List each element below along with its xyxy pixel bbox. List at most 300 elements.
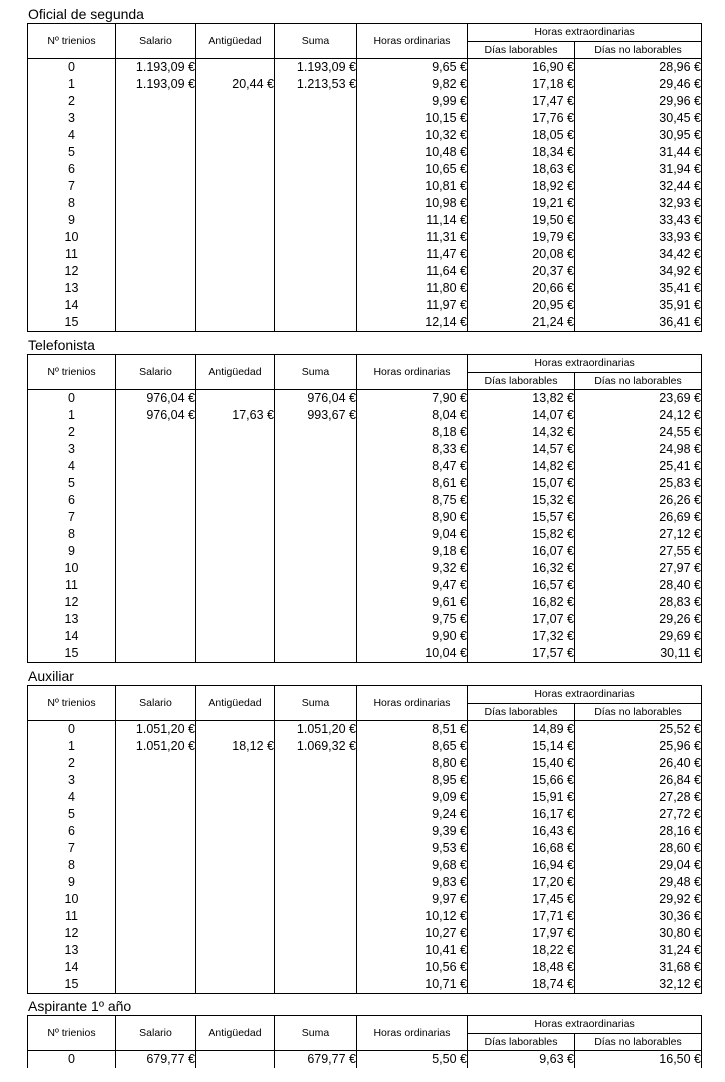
table-row: [28, 509, 702, 526]
trienios-cell: 10: [28, 229, 116, 246]
section-title: Aspirante 1º año: [28, 998, 132, 1014]
trienios-cell: 1: [28, 407, 116, 424]
dias-laborables-cell: 14,32 €: [468, 424, 575, 441]
antiguedad-cell: [196, 560, 275, 577]
dias-laborables-cell: 16,43 €: [468, 823, 575, 840]
salary-table: [27, 685, 702, 994]
suma-cell: 1.051,20 €: [275, 721, 357, 739]
table-row: [28, 857, 702, 874]
suma-cell: [275, 874, 357, 891]
trienios-cell: 9: [28, 543, 116, 560]
horas-ordinarias-cell: 9,39 €: [357, 823, 468, 840]
suma-cell: [275, 178, 357, 195]
dias-laborables-cell: 15,40 €: [468, 755, 575, 772]
table-row: [28, 195, 702, 212]
dias-laborables-cell: 17,47 €: [468, 93, 575, 110]
table-row: [28, 76, 702, 93]
trienios-cell: 8: [28, 526, 116, 543]
dias-laborables-cell: 20,95 €: [468, 297, 575, 314]
trienios-cell: 11: [28, 908, 116, 925]
dias-no-laborables-cell: 26,26 €: [575, 492, 702, 509]
dias-laborables-cell: 21,24 €: [468, 314, 575, 332]
table-row: [28, 161, 702, 178]
trienios-header: Nº trienios: [28, 355, 116, 390]
horas-ordinarias-cell: 10,04 €: [357, 645, 468, 663]
suma-cell: [275, 441, 357, 458]
suma-cell: [275, 628, 357, 645]
dias-laborables-header: Días laborables: [468, 42, 575, 59]
salario-cell: [116, 772, 196, 789]
dias-laborables-cell: 17,18 €: [468, 76, 575, 93]
antiguedad-cell: [196, 144, 275, 161]
suma-cell: [275, 458, 357, 475]
dias-no-laborables-header: Días no laborables: [575, 42, 702, 59]
dias-no-laborables-cell: 27,72 €: [575, 806, 702, 823]
dias-no-laborables-cell: 27,12 €: [575, 526, 702, 543]
trienios-cell: 10: [28, 560, 116, 577]
horas-ordinarias-cell: 8,51 €: [357, 721, 468, 739]
table-row: [28, 823, 702, 840]
antiguedad-cell: [196, 390, 275, 408]
dias-no-laborables-cell: 34,92 €: [575, 263, 702, 280]
table-row: [28, 806, 702, 823]
dias-no-laborables-cell: 29,26 €: [575, 611, 702, 628]
suma-cell: [275, 806, 357, 823]
trienios-cell: 2: [28, 93, 116, 110]
suma-cell: 679,77 €: [275, 1051, 357, 1069]
horas-ordinarias-cell: 8,33 €: [357, 441, 468, 458]
horas-ordinarias-cell: 10,98 €: [357, 195, 468, 212]
dias-no-laborables-header: Días no laborables: [575, 1034, 702, 1051]
table-row: [28, 874, 702, 891]
dias-no-laborables-cell: 26,40 €: [575, 755, 702, 772]
antiguedad-cell: [196, 721, 275, 739]
horas-ordinarias-cell: 5,50 €: [357, 1051, 468, 1069]
horas-ordinarias-cell: 10,65 €: [357, 161, 468, 178]
suma-cell: [275, 823, 357, 840]
trienios-cell: 1: [28, 738, 116, 755]
suma-cell: [275, 857, 357, 874]
salario-header: Salario: [116, 24, 196, 59]
salario-cell: [116, 441, 196, 458]
suma-cell: 993,67 €: [275, 407, 357, 424]
dias-laborables-cell: 15,91 €: [468, 789, 575, 806]
horas-ordinarias-cell: 10,32 €: [357, 127, 468, 144]
dias-laborables-cell: 14,82 €: [468, 458, 575, 475]
antiguedad-header: Antigüedad: [196, 1016, 275, 1051]
antiguedad-cell: [196, 441, 275, 458]
trienios-header: Nº trienios: [28, 24, 116, 59]
trienios-cell: 5: [28, 144, 116, 161]
trienios-cell: 1: [28, 76, 116, 93]
dias-laborables-cell: 20,37 €: [468, 263, 575, 280]
suma-cell: [275, 755, 357, 772]
antiguedad-cell: [196, 755, 275, 772]
salario-cell: [116, 178, 196, 195]
dias-no-laborables-cell: 33,93 €: [575, 229, 702, 246]
horas-ordinarias-header: Horas ordinarias: [357, 355, 468, 390]
suma-cell: [275, 212, 357, 229]
table-row: [28, 441, 702, 458]
antiguedad-cell: [196, 976, 275, 994]
dias-no-laborables-cell: 28,96 €: [575, 59, 702, 77]
salario-cell: [116, 857, 196, 874]
dias-no-laborables-cell: 24,98 €: [575, 441, 702, 458]
horas-ordinarias-cell: 9,75 €: [357, 611, 468, 628]
horas-ordinarias-cell: 10,81 €: [357, 178, 468, 195]
salario-cell: [116, 543, 196, 560]
dias-no-laborables-cell: 36,41 €: [575, 314, 702, 332]
table-row: [28, 297, 702, 314]
antiguedad-cell: [196, 509, 275, 526]
salario-cell: [116, 110, 196, 127]
table-row: [28, 212, 702, 229]
salario-cell: [116, 93, 196, 110]
table-row: [28, 314, 702, 332]
trienios-cell: 13: [28, 280, 116, 297]
trienios-cell: 2: [28, 424, 116, 441]
dias-no-laborables-cell: 32,93 €: [575, 195, 702, 212]
dias-no-laborables-cell: 25,96 €: [575, 738, 702, 755]
suma-cell: [275, 246, 357, 263]
suma-cell: [275, 942, 357, 959]
table-row: [28, 263, 702, 280]
table-row: [28, 475, 702, 492]
antiguedad-cell: [196, 246, 275, 263]
suma-cell: 1.213,53 €: [275, 76, 357, 93]
salario-cell: [116, 280, 196, 297]
dias-no-laborables-header: Días no laborables: [575, 704, 702, 721]
table-row: [28, 789, 702, 806]
table-row: [28, 755, 702, 772]
table-row: [28, 925, 702, 942]
horas-ordinarias-cell: 8,65 €: [357, 738, 468, 755]
dias-laborables-cell: 15,32 €: [468, 492, 575, 509]
dias-no-laborables-cell: 28,83 €: [575, 594, 702, 611]
suma-cell: [275, 526, 357, 543]
trienios-cell: 12: [28, 594, 116, 611]
table-row: [28, 577, 702, 594]
salary-table: [27, 1015, 702, 1068]
dias-no-laborables-cell: 24,12 €: [575, 407, 702, 424]
antiguedad-cell: [196, 628, 275, 645]
dias-no-laborables-cell: 29,04 €: [575, 857, 702, 874]
horas-ordinarias-cell: 11,47 €: [357, 246, 468, 263]
suma-cell: [275, 280, 357, 297]
dias-laborables-cell: 16,07 €: [468, 543, 575, 560]
table-row: [28, 772, 702, 789]
trienios-cell: 7: [28, 178, 116, 195]
antiguedad-cell: [196, 959, 275, 976]
dias-no-laborables-cell: 25,52 €: [575, 721, 702, 739]
horas-ordinarias-cell: 9,61 €: [357, 594, 468, 611]
antiguedad-cell: [196, 925, 275, 942]
antiguedad-cell: 17,63 €: [196, 407, 275, 424]
dias-laborables-cell: 20,66 €: [468, 280, 575, 297]
horas-ordinarias-cell: 9,04 €: [357, 526, 468, 543]
salario-cell: [116, 492, 196, 509]
salario-cell: [116, 297, 196, 314]
horas-ordinarias-cell: 8,95 €: [357, 772, 468, 789]
suma-cell: [275, 297, 357, 314]
suma-cell: [275, 93, 357, 110]
dias-laborables-header: Días laborables: [468, 373, 575, 390]
horas-ordinarias-cell: 10,41 €: [357, 942, 468, 959]
horas-extraordinarias-header: Horas extraordinarias: [468, 1016, 702, 1034]
dias-laborables-cell: 16,32 €: [468, 560, 575, 577]
trienios-header: Nº trienios: [28, 1016, 116, 1051]
table-row: [28, 93, 702, 110]
trienios-cell: 11: [28, 246, 116, 263]
dias-no-laborables-cell: 23,69 €: [575, 390, 702, 408]
horas-ordinarias-cell: 10,56 €: [357, 959, 468, 976]
suma-cell: [275, 161, 357, 178]
antiguedad-cell: [196, 195, 275, 212]
table-row: [28, 458, 702, 475]
dias-laborables-cell: 19,79 €: [468, 229, 575, 246]
suma-cell: [275, 195, 357, 212]
dias-no-laborables-cell: 35,41 €: [575, 280, 702, 297]
dias-laborables-cell: 17,45 €: [468, 891, 575, 908]
salario-cell: [116, 195, 196, 212]
dias-laborables-header: Días laborables: [468, 704, 575, 721]
suma-header: Suma: [275, 686, 357, 721]
horas-ordinarias-cell: 9,09 €: [357, 789, 468, 806]
trienios-cell: 7: [28, 840, 116, 857]
horas-extraordinarias-header: Horas extraordinarias: [468, 355, 702, 373]
dias-laborables-cell: 17,20 €: [468, 874, 575, 891]
table-row: [28, 526, 702, 543]
dias-no-laborables-cell: 28,40 €: [575, 577, 702, 594]
salario-cell: [116, 755, 196, 772]
dias-laborables-cell: 14,57 €: [468, 441, 575, 458]
trienios-cell: 0: [28, 59, 116, 77]
trienios-cell: 8: [28, 195, 116, 212]
trienios-cell: 15: [28, 976, 116, 994]
antiguedad-cell: [196, 458, 275, 475]
dias-laborables-cell: 13,82 €: [468, 390, 575, 408]
trienios-cell: 6: [28, 492, 116, 509]
dias-no-laborables-cell: 31,24 €: [575, 942, 702, 959]
suma-cell: [275, 263, 357, 280]
antiguedad-cell: [196, 772, 275, 789]
antiguedad-cell: [196, 611, 275, 628]
dias-no-laborables-cell: 30,11 €: [575, 645, 702, 663]
trienios-cell: 0: [28, 721, 116, 739]
salario-header: Salario: [116, 355, 196, 390]
horas-ordinarias-cell: 10,48 €: [357, 144, 468, 161]
horas-ordinarias-cell: 8,18 €: [357, 424, 468, 441]
salario-cell: [116, 144, 196, 161]
suma-cell: [275, 543, 357, 560]
salario-cell: 976,04 €: [116, 407, 196, 424]
antiguedad-cell: [196, 543, 275, 560]
horas-ordinarias-cell: 10,15 €: [357, 110, 468, 127]
table-row: [28, 628, 702, 645]
horas-ordinarias-cell: 7,90 €: [357, 390, 468, 408]
dias-laborables-cell: 17,07 €: [468, 611, 575, 628]
suma-cell: [275, 475, 357, 492]
table-row: [28, 840, 702, 857]
table-row: [28, 424, 702, 441]
dias-no-laborables-cell: 31,68 €: [575, 959, 702, 976]
table-row: [28, 560, 702, 577]
salario-cell: [116, 263, 196, 280]
horas-ordinarias-header: Horas ordinarias: [357, 686, 468, 721]
dias-laborables-cell: 16,90 €: [468, 59, 575, 77]
dias-laborables-cell: 16,68 €: [468, 840, 575, 857]
antiguedad-cell: [196, 1051, 275, 1069]
dias-no-laborables-cell: 26,69 €: [575, 509, 702, 526]
horas-ordinarias-header: Horas ordinarias: [357, 24, 468, 59]
dias-no-laborables-cell: 30,80 €: [575, 925, 702, 942]
suma-cell: [275, 891, 357, 908]
table-row: [28, 976, 702, 994]
table-row: [28, 280, 702, 297]
dias-no-laborables-cell: 32,12 €: [575, 976, 702, 994]
dias-laborables-cell: 18,63 €: [468, 161, 575, 178]
trienios-cell: 6: [28, 161, 116, 178]
dias-laborables-cell: 18,22 €: [468, 942, 575, 959]
trienios-cell: 8: [28, 857, 116, 874]
suma-cell: [275, 594, 357, 611]
trienios-cell: 9: [28, 212, 116, 229]
table-row: [28, 110, 702, 127]
salario-cell: [116, 925, 196, 942]
trienios-cell: 14: [28, 628, 116, 645]
dias-laborables-cell: 15,07 €: [468, 475, 575, 492]
dias-no-laborables-cell: 34,42 €: [575, 246, 702, 263]
table-row: [28, 178, 702, 195]
trienios-cell: 13: [28, 611, 116, 628]
dias-no-laborables-cell: 35,91 €: [575, 297, 702, 314]
antiguedad-cell: [196, 891, 275, 908]
salario-cell: [116, 874, 196, 891]
dias-laborables-cell: 16,94 €: [468, 857, 575, 874]
suma-cell: [275, 789, 357, 806]
horas-ordinarias-cell: 11,80 €: [357, 280, 468, 297]
table-row: [28, 645, 702, 663]
trienios-cell: 4: [28, 127, 116, 144]
salario-cell: [116, 840, 196, 857]
trienios-cell: 14: [28, 297, 116, 314]
dias-no-laborables-cell: 27,55 €: [575, 543, 702, 560]
suma-cell: [275, 560, 357, 577]
salario-cell: [116, 976, 196, 994]
table-row: [28, 594, 702, 611]
suma-cell: [275, 314, 357, 332]
antiguedad-cell: [196, 874, 275, 891]
trienios-cell: 15: [28, 645, 116, 663]
horas-ordinarias-cell: 10,12 €: [357, 908, 468, 925]
dias-laborables-cell: 17,97 €: [468, 925, 575, 942]
dias-no-laborables-cell: 28,16 €: [575, 823, 702, 840]
trienios-cell: 5: [28, 475, 116, 492]
dias-laborables-cell: 17,32 €: [468, 628, 575, 645]
horas-extraordinarias-header: Horas extraordinarias: [468, 24, 702, 42]
suma-cell: [275, 127, 357, 144]
trienios-cell: 3: [28, 110, 116, 127]
salario-cell: 1.193,09 €: [116, 76, 196, 93]
salary-table: [27, 23, 702, 332]
trienios-cell: 13: [28, 942, 116, 959]
dias-laborables-cell: 18,05 €: [468, 127, 575, 144]
dias-no-laborables-cell: 16,50 €: [575, 1051, 702, 1069]
suma-cell: [275, 509, 357, 526]
dias-laborables-cell: 15,57 €: [468, 509, 575, 526]
antiguedad-cell: 18,12 €: [196, 738, 275, 755]
suma-cell: [275, 110, 357, 127]
trienios-cell: 7: [28, 509, 116, 526]
salario-cell: [116, 127, 196, 144]
salario-cell: [116, 942, 196, 959]
dias-no-laborables-cell: 31,94 €: [575, 161, 702, 178]
horas-ordinarias-cell: 8,75 €: [357, 492, 468, 509]
horas-ordinarias-cell: 10,71 €: [357, 976, 468, 994]
antiguedad-cell: [196, 93, 275, 110]
horas-ordinarias-cell: 11,31 €: [357, 229, 468, 246]
dias-laborables-cell: 18,34 €: [468, 144, 575, 161]
antiguedad-cell: [196, 789, 275, 806]
dias-laborables-cell: 9,63 €: [468, 1051, 575, 1069]
antiguedad-cell: [196, 59, 275, 77]
salario-cell: [116, 458, 196, 475]
trienios-cell: 14: [28, 959, 116, 976]
horas-ordinarias-cell: 9,47 €: [357, 577, 468, 594]
suma-cell: [275, 492, 357, 509]
horas-extraordinarias-header: Horas extraordinarias: [468, 686, 702, 704]
horas-ordinarias-cell: 9,99 €: [357, 93, 468, 110]
dias-no-laborables-cell: 31,44 €: [575, 144, 702, 161]
antiguedad-cell: 20,44 €: [196, 76, 275, 93]
suma-cell: [275, 229, 357, 246]
dias-laborables-cell: 14,89 €: [468, 721, 575, 739]
table-row: [28, 611, 702, 628]
trienios-header: Nº trienios: [28, 686, 116, 721]
horas-ordinarias-header: Horas ordinarias: [357, 1016, 468, 1051]
antiguedad-cell: [196, 314, 275, 332]
table-row: [28, 407, 702, 424]
salario-cell: [116, 560, 196, 577]
antiguedad-cell: [196, 823, 275, 840]
horas-ordinarias-cell: 9,18 €: [357, 543, 468, 560]
salario-cell: [116, 908, 196, 925]
dias-laborables-cell: 19,50 €: [468, 212, 575, 229]
salario-cell: [116, 314, 196, 332]
trienios-cell: 3: [28, 441, 116, 458]
horas-ordinarias-cell: 9,53 €: [357, 840, 468, 857]
suma-cell: [275, 611, 357, 628]
salario-cell: [116, 229, 196, 246]
dias-no-laborables-cell: 28,60 €: [575, 840, 702, 857]
antiguedad-cell: [196, 424, 275, 441]
antiguedad-header: Antigüedad: [196, 355, 275, 390]
horas-ordinarias-cell: 9,83 €: [357, 874, 468, 891]
dias-no-laborables-cell: 29,48 €: [575, 874, 702, 891]
dias-no-laborables-cell: 29,92 €: [575, 891, 702, 908]
trienios-cell: 4: [28, 458, 116, 475]
suma-header: Suma: [275, 1016, 357, 1051]
salario-cell: [116, 246, 196, 263]
antiguedad-cell: [196, 594, 275, 611]
antiguedad-cell: [196, 908, 275, 925]
table-row: [28, 942, 702, 959]
suma-header: Suma: [275, 24, 357, 59]
salario-cell: [116, 823, 196, 840]
salario-cell: [116, 628, 196, 645]
table-row: [28, 891, 702, 908]
dias-no-laborables-header: Días no laborables: [575, 373, 702, 390]
